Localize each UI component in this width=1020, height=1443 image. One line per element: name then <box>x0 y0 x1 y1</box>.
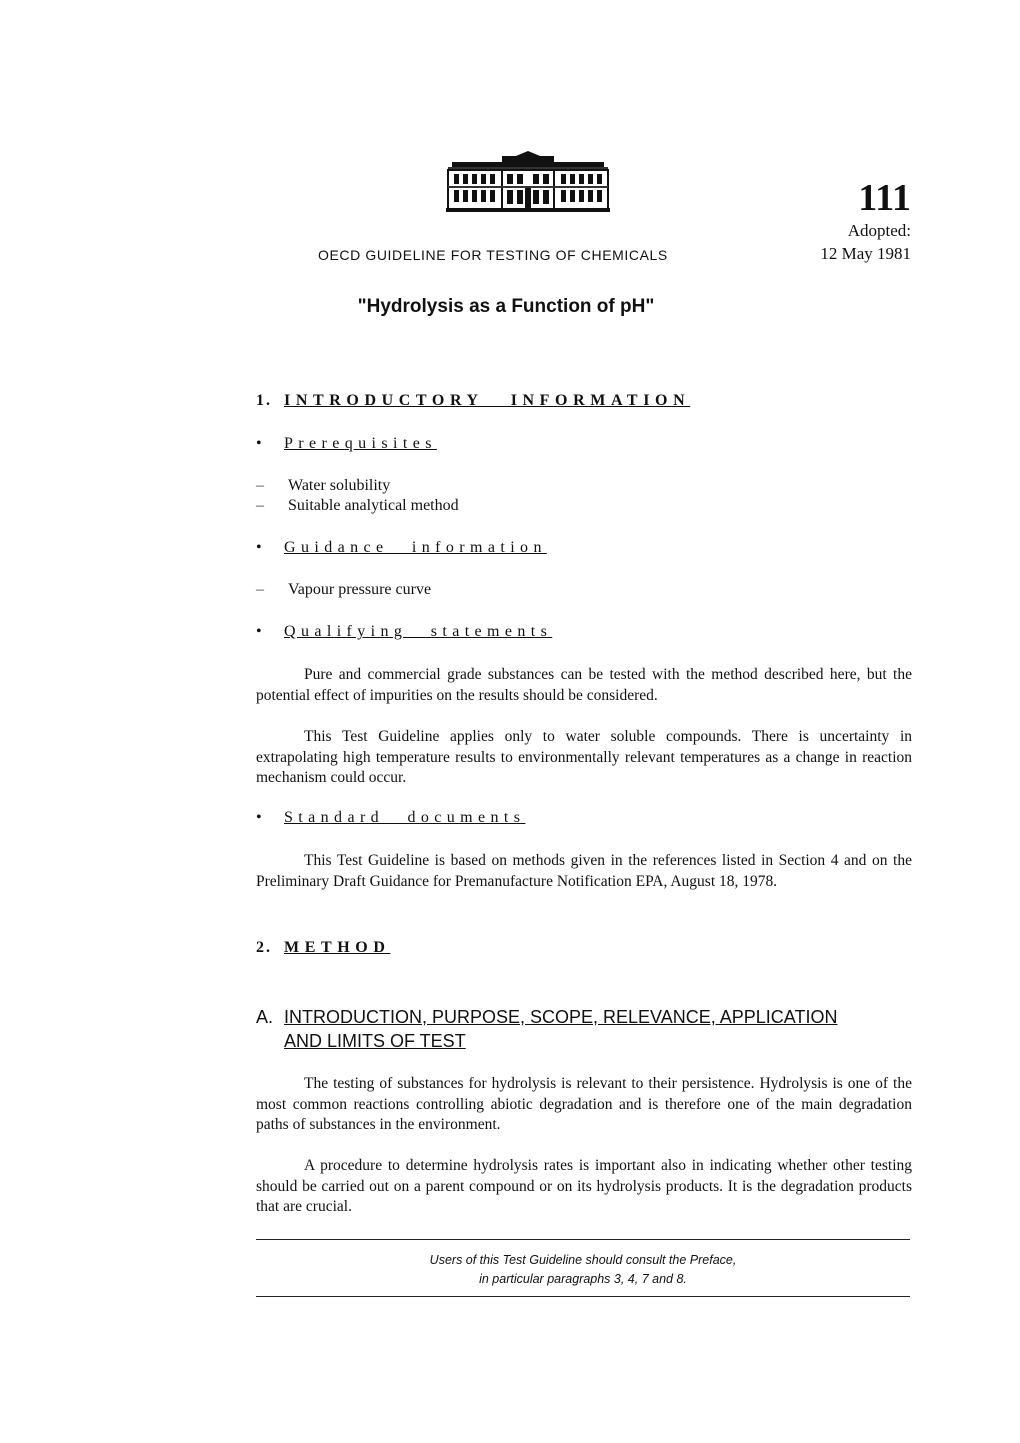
standard-documents-title: Standard documents <box>284 809 526 826</box>
document-title-text: "Hydrolysis as a Function of pH" <box>357 296 655 317</box>
list-item <box>256 581 431 599</box>
series-title: OECD GUIDELINE FOR TESTING OF CHEMICALS <box>318 247 668 263</box>
list-item <box>256 497 459 515</box>
bullet-icon: • <box>256 809 262 826</box>
footer-rule-bottom <box>256 1296 910 1297</box>
dash-icon: – <box>256 477 264 494</box>
paragraph: This Test Guideline is based on methods given in the references listed in Section 4 and on the Preliminary Draft Guidance for Premanufacture Notification EPA, August 18, 1978. <box>256 852 912 890</box>
footer-rule-top <box>256 1239 910 1240</box>
standard-documents-heading <box>256 809 525 827</box>
qualifying-heading <box>256 623 552 641</box>
qualifying-title: Qualifying statements <box>284 623 553 640</box>
list-item-text: Water solubility <box>288 477 391 494</box>
list-item-text: Vapour pressure curve <box>288 581 432 598</box>
subsection-a-label: A. <box>256 1007 274 1027</box>
section-1-heading <box>256 392 690 410</box>
bullet-icon: • <box>256 623 262 640</box>
paragraph: The testing of substances for hydrolysis is relevant to their persistence. Hydrolysis is one of the most common reactions controlling abiotic degradation and is therefore one of the main degradation paths of substances in the environment. <box>256 1075 912 1133</box>
prerequisites-title: Prerequisites <box>284 435 437 452</box>
dash-icon: – <box>256 581 264 598</box>
list-item <box>256 477 390 495</box>
paragraph: Pure and commercial grade substances can be tested with the method described here, but the potential effect of impurities on the results should be considered. <box>256 666 912 704</box>
section-1-title: INTRODUCTORY INFORMATION <box>284 392 691 409</box>
dash-icon: – <box>256 497 264 514</box>
adopted-label: Adopted: <box>847 221 911 240</box>
footer-line-2: in particular paragraphs 3, 4, 7 and 8. <box>479 1272 687 1286</box>
adopted-date: 12 May 1981 <box>820 244 911 263</box>
section-2-heading <box>256 939 391 957</box>
paragraph: This Test Guideline applies only to water soluble compounds. There is uncertainty in extrapolating high temperature results to environmentally relevant temperatures as a change in reaction mechanism could occur. <box>256 728 912 786</box>
section-2-title: METHOD <box>284 939 391 956</box>
subsection-a-title-line2: AND LIMITS OF TEST <box>284 1031 466 1051</box>
oecd-building-logo <box>446 150 610 214</box>
subsection-a-title-line1: INTRODUCTION, PURPOSE, SCOPE, RELEVANCE, APPLICATION <box>284 1007 838 1027</box>
footer-line-1: Users of this Test Guideline should consult the Preface, <box>429 1253 737 1267</box>
footer-note <box>256 1251 910 1289</box>
guidance-title: Guidance information <box>284 539 547 556</box>
bullet-icon: • <box>256 435 262 452</box>
document-title <box>0 296 1020 318</box>
guideline-number: 111 <box>858 177 911 219</box>
subsection-a-heading <box>256 1005 916 1053</box>
list-item-text: Suitable analytical method <box>288 497 459 514</box>
bullet-icon: • <box>256 539 262 556</box>
section-2-number: 2. <box>256 939 272 956</box>
section-1-number: 1. <box>256 392 272 409</box>
guidance-heading <box>256 539 547 557</box>
prerequisites-heading <box>256 435 437 453</box>
paragraph: A procedure to determine hydrolysis rates is important also in indicating whether other testing should be carried out on a parent compound or on its hydrolysis products. It is the degradation products that are crucial. <box>256 1157 912 1215</box>
